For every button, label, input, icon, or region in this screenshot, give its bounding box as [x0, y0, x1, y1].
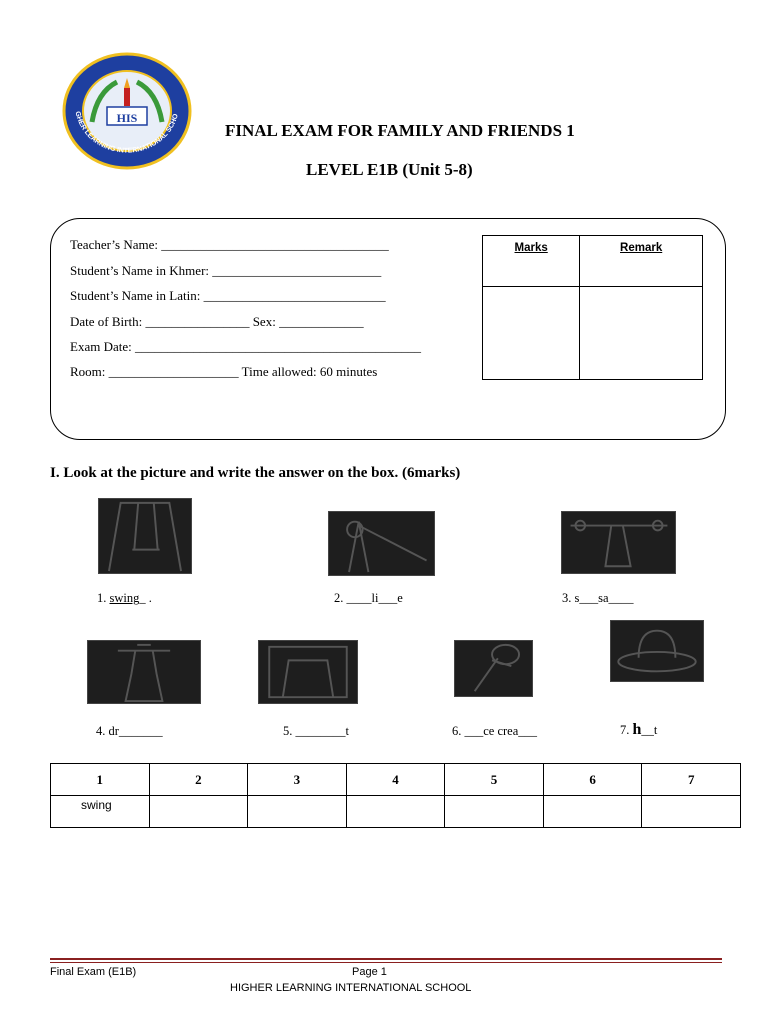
- marks-header: Marks: [483, 236, 580, 287]
- answer-cell-5[interactable]: [445, 796, 544, 828]
- answer-col-header: 6: [543, 764, 642, 796]
- exam-title: FINAL EXAM FOR FAMILY AND FRIENDS 1: [225, 121, 575, 140]
- seesaw-picture: [561, 511, 676, 574]
- marks-table: [482, 235, 703, 380]
- footer-page-number: Page 1: [352, 966, 387, 978]
- answer-col-header: 2: [149, 764, 248, 796]
- remark-cell[interactable]: [580, 287, 703, 380]
- footer-rule: [50, 958, 722, 960]
- answer-cell-3[interactable]: [248, 796, 347, 828]
- teacher-name-field[interactable]: Teacher’s Name: ___________________________________: [70, 237, 389, 252]
- student-latin-name-field[interactable]: Student’s Name in Latin: ____________________________: [70, 288, 386, 303]
- answer-col-header: 5: [445, 764, 544, 796]
- footer-school-name: HIGHER LEARNING INTERNATIONAL SCHOOL: [230, 982, 472, 994]
- exam-level: LEVEL E1B (Unit 5-8): [306, 160, 473, 179]
- answer-col-header: 3: [248, 764, 347, 796]
- item-2-label: 2. ____li___e: [334, 591, 403, 605]
- remark-header: Remark: [580, 236, 703, 287]
- student-khmer-name-field[interactable]: Student’s Name in Khmer: __________________________: [70, 263, 382, 278]
- school-logo: [62, 52, 192, 170]
- item-1-label: 1. swing_ .: [97, 591, 152, 605]
- hat-picture: [610, 620, 704, 682]
- logo-text: HIS: [116, 111, 138, 125]
- answer-cell-4[interactable]: [346, 796, 445, 828]
- answer-cell-2[interactable]: [149, 796, 248, 828]
- footer-exam-name: Final Exam (E1B): [50, 966, 137, 978]
- kite-picture: [258, 640, 358, 704]
- answer-cell-1[interactable]: swing: [51, 796, 150, 828]
- ice-cream-picture: [454, 640, 533, 697]
- dob-sex-field[interactable]: Date of Birth: ________________ Sex: _____________: [70, 314, 364, 329]
- answer-col-header: 4: [346, 764, 445, 796]
- logo-ring-text: GHER LEARNING INTERNATIONAL SCHO: [73, 110, 180, 155]
- answer-table: [50, 763, 741, 828]
- item-4-label: 4. dr_______: [96, 724, 163, 738]
- item-3-label: 3. s___sa____: [562, 591, 634, 605]
- room-time-field[interactable]: Room: ____________________ Time allowed: 60 minutes: [70, 364, 378, 379]
- swing-picture: [98, 498, 192, 574]
- section-1-heading: I. Look at the picture and write the answer on the box. (6marks): [50, 465, 461, 481]
- answer-cell-6[interactable]: [543, 796, 642, 828]
- answer-col-header: 7: [642, 764, 741, 796]
- footer-rule-thin: [50, 962, 722, 963]
- item-5-label: 5. ________t: [283, 724, 349, 738]
- slide-picture: [328, 511, 435, 576]
- marks-cell[interactable]: [483, 287, 580, 380]
- item-6-label: 6. ___ce crea___: [452, 724, 538, 738]
- answer-col-header: 1: [51, 764, 150, 796]
- exam-date-field[interactable]: Exam Date: ____________________________________________: [70, 339, 421, 354]
- dress-picture: [87, 640, 201, 704]
- answer-cell-7[interactable]: [642, 796, 741, 828]
- item-7-label: 7. h__t: [620, 721, 658, 738]
